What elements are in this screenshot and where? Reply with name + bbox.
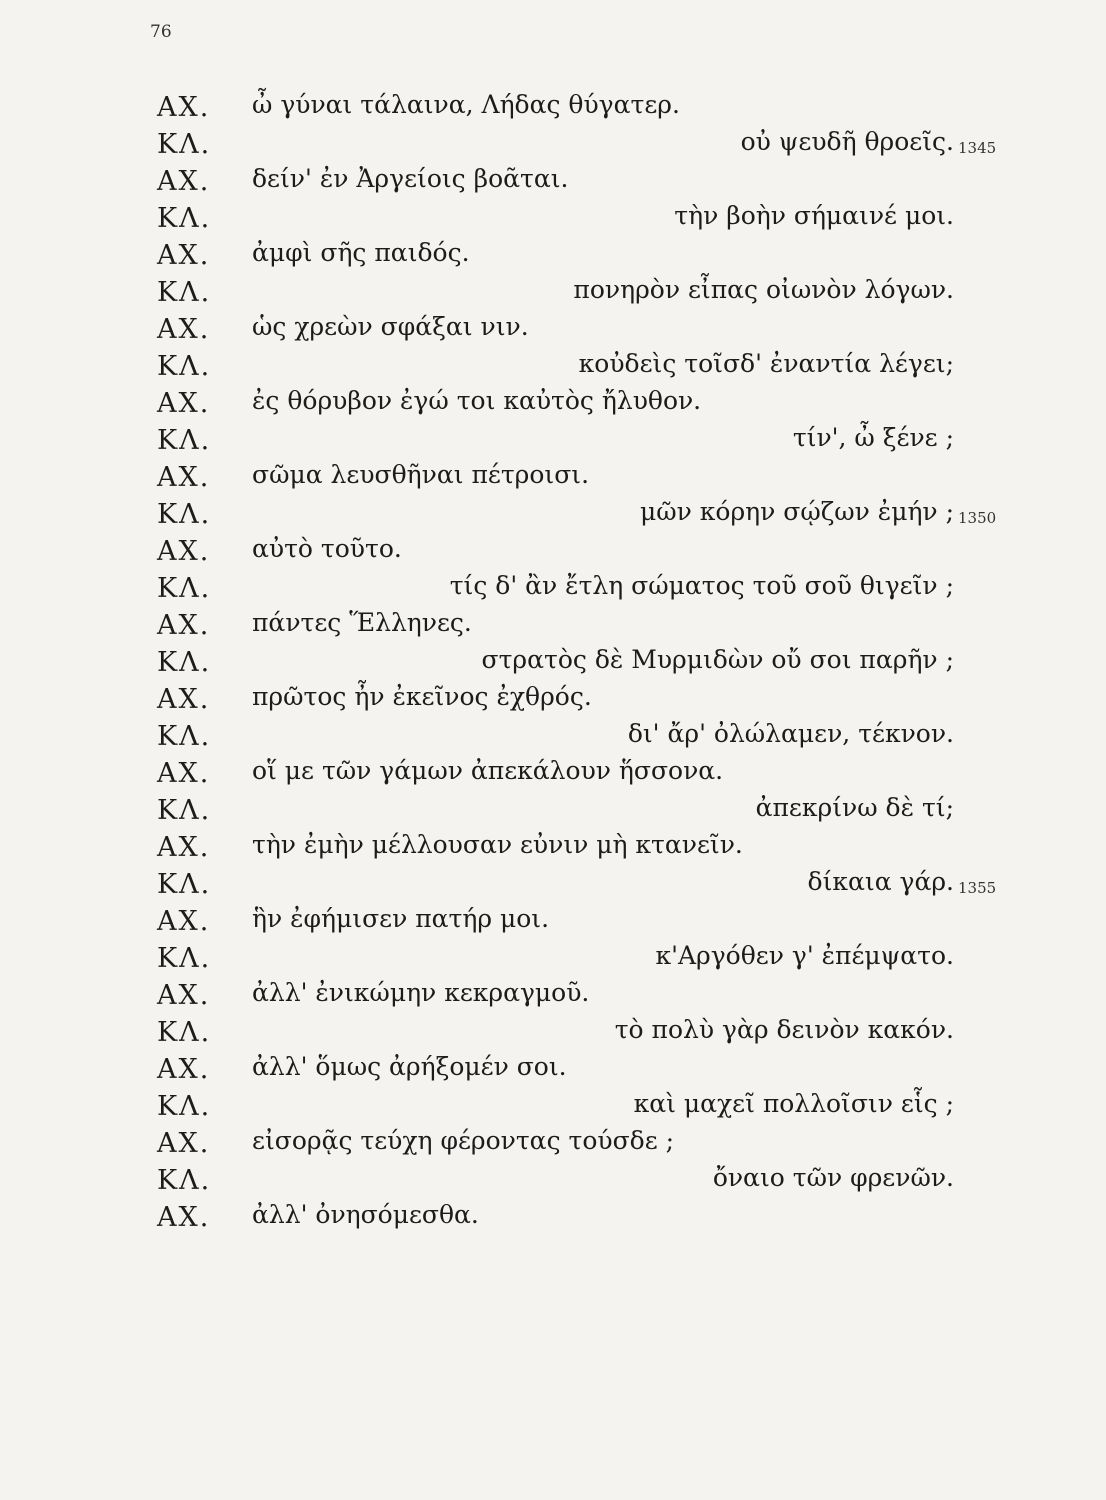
dialogue-line — [0, 347, 1106, 384]
verse-text: ὡς χρεὼν σφάξαι νιν. — [252, 312, 529, 341]
verse-text: οἵ με τῶν γάμων ἀπεκάλουν ἥσσονα. — [252, 756, 724, 785]
speaker-label: ΑΧ. — [157, 832, 211, 863]
verse-text: τὴν ἐμὴν μέλλουσαν εὐνιν μὴ κτανεῖν. — [252, 830, 743, 859]
speaker-label: ΑΧ. — [157, 758, 211, 789]
dialogue-line — [0, 1124, 1106, 1161]
dialogue-line — [0, 828, 1106, 865]
speaker-label: ΚΛ. — [157, 721, 212, 752]
verse-text: ἣν ἐφήμισεν πατήρ μοι. — [252, 904, 550, 933]
dialogue-line — [0, 680, 1106, 717]
verse-text: ἀπεκρίνω δὲ τί; — [755, 793, 954, 822]
verse-text: ἐς θόρυβον ἐγώ τοι καὐτὸς ἤλυθον. — [252, 386, 702, 415]
dialogue-line — [0, 1013, 1106, 1050]
dialogue-line — [0, 421, 1106, 458]
dialogue-line — [0, 273, 1106, 310]
line-number: 1350 — [958, 509, 997, 527]
dialogue-line — [0, 643, 1106, 680]
line-number: 1345 — [958, 139, 997, 157]
verse-text: πάντες Ἕλληνες. — [252, 608, 472, 637]
dialogue-line — [0, 569, 1106, 606]
dialogue-line — [0, 939, 1106, 976]
dialogue-line — [0, 791, 1106, 828]
verse-text: ἀλλ' ἐνικώμην κεκραγμοῦ. — [252, 978, 590, 1007]
speaker-label: ΑΧ. — [157, 1054, 211, 1085]
speaker-label: ΚΛ. — [157, 1091, 212, 1122]
speaker-label: ΑΧ. — [157, 388, 211, 419]
speaker-label: ΑΧ. — [157, 980, 211, 1011]
dialogue-line — [0, 458, 1106, 495]
speaker-label: ΚΛ. — [157, 943, 212, 974]
speaker-label: ΚΛ. — [157, 573, 212, 604]
verse-text: καὶ μαχεῖ πολλοῖσιν εἷς ; — [633, 1089, 954, 1118]
verse-text: ὦ γύναι τάλαινα, Λήδας θύγατερ. — [252, 90, 680, 119]
verse-text: δίκαια γάρ. — [807, 867, 954, 896]
speaker-label: ΑΧ. — [157, 1128, 211, 1159]
speaker-label: ΚΛ. — [157, 277, 212, 308]
speaker-label: ΚΛ. — [157, 795, 212, 826]
dialogue-line — [0, 1087, 1106, 1124]
dialogue-line — [0, 1161, 1106, 1198]
page-number: 76 — [150, 22, 172, 42]
speaker-label: ΚΛ. — [157, 1165, 212, 1196]
verse-text: κ'Αργόθεν γ' ἐπέμψατο. — [655, 941, 954, 970]
verse-text: ὄναιο τῶν φρενῶν. — [712, 1163, 954, 1192]
dialogue-line — [0, 1198, 1106, 1235]
verse-text: πρῶτος ἦν ἐκεῖνος ἐχθρός. — [252, 682, 592, 711]
dialogue-line — [0, 236, 1106, 273]
verse-text: τὴν βοὴν σήμαινέ μοι. — [674, 201, 954, 230]
verse-text: τὸ πολὺ γὰρ δεινὸν κακόν. — [614, 1015, 954, 1044]
verse-text: ἀλλ' ὅμως ἀρήξομέν σοι. — [252, 1052, 567, 1081]
dialogue-line — [0, 199, 1106, 236]
verse-text: οὐ ψευδῆ θροεῖς. — [740, 127, 954, 156]
speaker-label: ΚΛ. — [157, 425, 212, 456]
speaker-label: ΚΛ. — [157, 129, 212, 160]
dialogue-line — [0, 162, 1106, 199]
dialogue-line — [0, 606, 1106, 643]
verse-text: πονηρὸν εἶπας οἰωνὸν λόγων. — [573, 275, 954, 304]
verse-text: μῶν κόρην σῴζων ἐμήν ; — [639, 497, 954, 526]
verse-text: τίν', ὦ ξένε ; — [792, 423, 954, 452]
verse-text: ἀλλ' ὀνησόμεσθα. — [252, 1200, 479, 1229]
speaker-label: ΚΛ. — [157, 203, 212, 234]
dialogue-line — [0, 865, 1106, 902]
dialogue-line — [0, 902, 1106, 939]
speaker-label: ΑΧ. — [157, 166, 211, 197]
verse-text: τίς δ' ἂν ἔτλη σώματος τοῦ σοῦ θιγεῖν ; — [449, 571, 954, 600]
verse-text: ἀμφὶ σῆς παιδός. — [252, 238, 470, 267]
speaker-label: ΚΛ. — [157, 869, 212, 900]
line-number: 1355 — [958, 879, 997, 897]
verse-text: αὐτὸ τοῦτο. — [252, 534, 402, 563]
dialogue-line — [0, 976, 1106, 1013]
dialogue — [0, 88, 1106, 1235]
dialogue-line — [0, 1050, 1106, 1087]
speaker-label: ΑΧ. — [157, 314, 211, 345]
speaker-label: ΚΛ. — [157, 499, 212, 530]
dialogue-line — [0, 384, 1106, 421]
verse-text: στρατὸς δὲ Μυρμιδὼν οὔ σοι παρῆν ; — [481, 645, 954, 674]
dialogue-line — [0, 88, 1106, 125]
speaker-label: ΑΧ. — [157, 1202, 211, 1233]
speaker-label: ΑΧ. — [157, 906, 211, 937]
dialogue-line — [0, 717, 1106, 754]
verse-text: σῶμα λευσθῆναι πέτροισι. — [252, 460, 590, 489]
speaker-label: ΑΧ. — [157, 610, 211, 641]
speaker-label: ΑΧ. — [157, 684, 211, 715]
speaker-label: ΑΧ. — [157, 462, 211, 493]
speaker-label: ΑΧ. — [157, 240, 211, 271]
speaker-label: ΑΧ. — [157, 92, 211, 123]
verse-text: εἰσορᾷς τεύχη φέροντας τούσδε ; — [252, 1126, 675, 1155]
dialogue-line — [0, 754, 1106, 791]
speaker-label: ΚΛ. — [157, 351, 212, 382]
dialogue-line — [0, 532, 1106, 569]
verse-text: δείν' ἐν Ἀργείοις βοᾶται. — [252, 164, 569, 193]
dialogue-line — [0, 495, 1106, 532]
dialogue-line — [0, 310, 1106, 347]
verse-text: δι' ἄρ' ὀλώλαμεν, τέκνον. — [627, 719, 954, 748]
speaker-label: ΚΛ. — [157, 1017, 212, 1048]
dialogue-line — [0, 125, 1106, 162]
speaker-label: ΑΧ. — [157, 536, 211, 567]
speaker-label: ΚΛ. — [157, 647, 212, 678]
verse-text: κοὐδεὶς τοῖσδ' ἐναντία λέγει; — [578, 349, 954, 378]
